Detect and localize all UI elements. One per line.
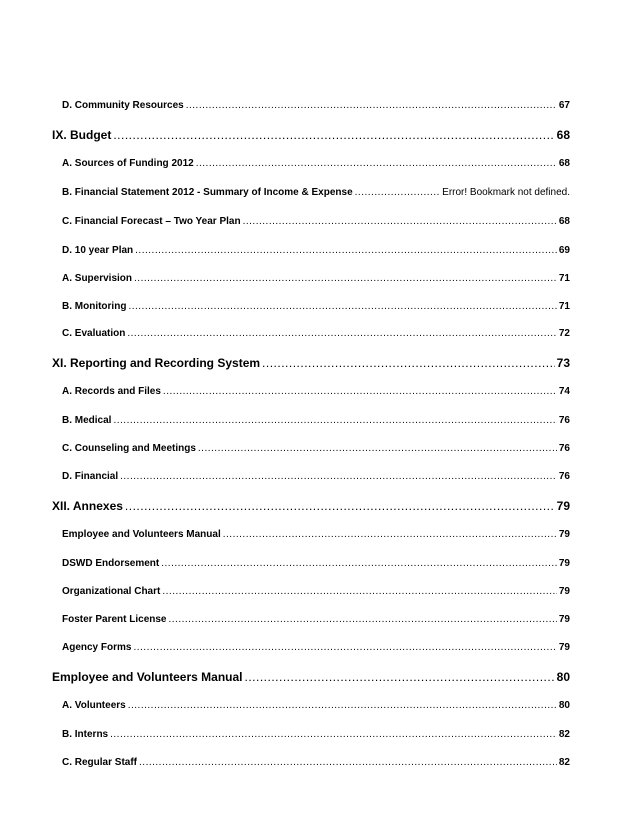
toc-entry-reporting-recording[interactable] — [52, 356, 570, 370]
dot-leader — [120, 471, 557, 482]
toc-entry-counseling-meetings[interactable] — [62, 443, 570, 454]
toc-entry-label: XII. Annexes — [52, 499, 123, 513]
toc-entry-page: 71 — [558, 273, 570, 284]
dot-leader — [223, 529, 557, 540]
toc-entry-financial[interactable] — [62, 471, 570, 482]
toc-entry-page: 76 — [558, 471, 570, 482]
dot-leader — [243, 216, 557, 227]
toc-entry-label: C. Evaluation — [62, 328, 126, 339]
toc-entry-label: Employee and Volunteers Manual — [62, 529, 221, 540]
toc-entry-page: 82 — [558, 757, 570, 768]
dot-leader — [196, 158, 557, 169]
toc-entry-foster-parent-license[interactable] — [62, 614, 570, 625]
toc-entry-label: A. Sources of Funding 2012 — [62, 158, 194, 169]
toc-entry-annexes[interactable] — [52, 499, 570, 513]
dot-leader — [139, 757, 557, 768]
dot-leader — [128, 301, 556, 312]
toc-entry-10-year-plan[interactable] — [62, 245, 570, 256]
dot-leader — [163, 386, 557, 397]
toc-entry-label: Organizational Chart — [62, 586, 161, 597]
dot-leader — [161, 558, 557, 569]
dot-leader — [134, 273, 557, 284]
toc-entry-page: 79 — [558, 558, 570, 569]
toc-entry-page: 68 — [556, 128, 570, 142]
toc-entry-page: 73 — [556, 356, 570, 370]
toc-entry-dswd-endorsement[interactable] — [62, 558, 570, 569]
toc-entry-label: Agency Forms — [62, 642, 132, 653]
toc-entry-organizational-chart[interactable] — [62, 586, 570, 597]
toc-entry-volunteers[interactable] — [62, 700, 570, 711]
toc-entry-page: 72 — [558, 328, 570, 339]
toc-entry-employee-manual-annex[interactable] — [62, 529, 570, 540]
toc-entry-label: A. Volunteers — [62, 700, 126, 711]
toc-entry-page: 80 — [558, 700, 570, 711]
toc-entry-label: D. Community Resources — [62, 100, 184, 111]
toc-entry-label: C. Regular Staff — [62, 757, 138, 768]
toc-entry-label: A. Supervision — [62, 273, 133, 284]
toc-entry-page: 71 — [558, 301, 570, 312]
dot-leader — [125, 499, 555, 513]
toc-entry-employee-manual[interactable] — [52, 670, 570, 684]
toc-entry-financial-statement[interactable] — [62, 187, 570, 198]
toc-entry-page: Error! Bookmark not defined. — [442, 187, 570, 198]
toc-entry-interns[interactable] — [62, 729, 570, 740]
toc-entry-evaluation[interactable] — [62, 328, 570, 339]
toc-entry-records-files[interactable] — [62, 386, 570, 397]
dot-leader — [113, 128, 554, 142]
toc-entry-page: 79 — [558, 586, 570, 597]
toc-entry-label: C. Financial Forecast – Two Year Plan — [62, 216, 241, 227]
toc-entry-label: D. 10 year Plan — [62, 245, 134, 256]
toc-entry-label: B. Medical — [62, 415, 112, 426]
dot-leader — [355, 187, 441, 198]
toc-entry-page: 76 — [558, 443, 570, 454]
toc-entry-label: B. Monitoring — [62, 301, 127, 312]
toc-entry-page: 79 — [558, 642, 570, 653]
toc-entry-page: 82 — [558, 729, 570, 740]
toc-entry-page: 69 — [558, 245, 570, 256]
toc-entry-page: 80 — [556, 670, 570, 684]
dot-leader — [262, 356, 555, 370]
toc-entry-label: A. Records and Files — [62, 386, 161, 397]
toc-entry-label: IX. Budget — [52, 128, 112, 142]
toc-entry-page: 74 — [558, 386, 570, 397]
toc-entry-label: D. Financial — [62, 471, 119, 482]
dot-leader — [113, 415, 556, 426]
dot-leader — [133, 642, 556, 653]
dot-leader — [127, 328, 557, 339]
toc-entry-regular-staff[interactable] — [62, 757, 570, 768]
toc-entry-page: 76 — [558, 415, 570, 426]
toc-entry-community-resources[interactable] — [62, 100, 570, 111]
dot-leader — [186, 100, 557, 111]
toc-entry-page: 79 — [556, 499, 570, 513]
toc-entry-supervision[interactable] — [62, 273, 570, 284]
toc-entry-label: DSWD Endorsement — [62, 558, 160, 569]
toc-entry-label: C. Counseling and Meetings — [62, 443, 196, 454]
dot-leader — [245, 670, 555, 684]
toc-entry-medical[interactable] — [62, 415, 570, 426]
toc-entry-sources-of-funding[interactable] — [62, 158, 570, 169]
dot-leader — [198, 443, 557, 454]
dot-leader — [135, 245, 557, 256]
toc-entry-page: 67 — [558, 100, 570, 111]
toc-entry-label: XI. Reporting and Recording System — [52, 356, 261, 370]
toc-entry-agency-forms[interactable] — [62, 642, 570, 653]
toc-entry-label: B. Financial Statement 2012 - Summary of Income & Expense — [62, 187, 353, 198]
toc-entry-page: 68 — [558, 158, 570, 169]
toc-entry-page: 79 — [558, 614, 570, 625]
dot-leader — [110, 729, 557, 740]
toc-entry-monitoring[interactable] — [62, 301, 570, 312]
toc-entry-label: Foster Parent License — [62, 614, 167, 625]
dot-leader — [168, 614, 556, 625]
dot-leader — [128, 700, 557, 711]
toc-entry-financial-forecast[interactable] — [62, 216, 570, 227]
toc-entry-label: B. Interns — [62, 729, 109, 740]
toc-entry-page: 79 — [558, 529, 570, 540]
toc-entry-label: Employee and Volunteers Manual — [52, 670, 243, 684]
toc-entry-page: 68 — [558, 216, 570, 227]
toc-entry-budget[interactable] — [52, 128, 570, 142]
dot-leader — [162, 586, 557, 597]
